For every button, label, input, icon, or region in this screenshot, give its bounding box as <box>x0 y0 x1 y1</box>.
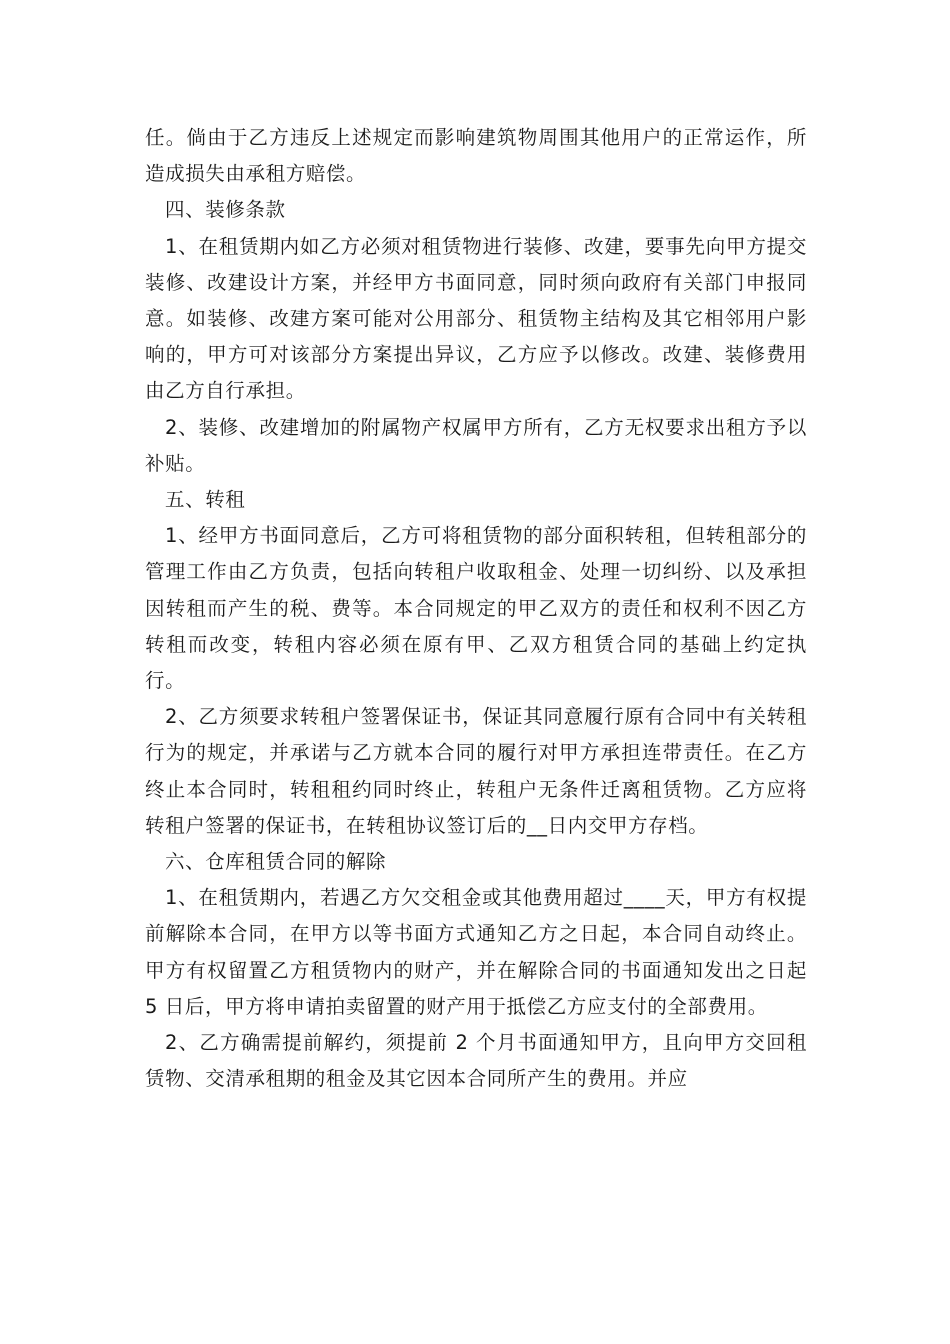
clause-decoration-2: 2、装修、改建增加的附属物产权属甲方所有，乙方无权要求出租方予以补贴。 <box>145 415 807 475</box>
paragraph-continuation: 任。倘由于乙方违反上述规定而影响建筑物周围其他用户的正常运作，所造成损失由承租方赔偿。 <box>145 126 807 186</box>
section-heading-sublease: 五、转租 <box>165 488 246 512</box>
document-body <box>145 120 807 1097</box>
clause-sublease-1: 1、经甲方书面同意后，乙方可将租赁物的部分面积转租，但转租部分的管理工作由乙方负责，包括向转租户收取租金、处理一切纠纷、以及承担因转租而产生的税、费等。本合同规定的甲乙双方的责任和权利不因乙方转租而改变，转租内容必须在原有甲、乙双方租赁合同的基础上约定执行。 <box>145 524 807 693</box>
clause-termination-2: 2、乙方确需提前解约，须提前 2 个月书面通知甲方，且向甲方交回租赁物、交清承租期的租金及其它因本合同所产生的费用。并应 <box>145 1031 807 1091</box>
section-heading-decoration: 四、装修条款 <box>165 198 286 222</box>
clause-termination-1: 1、在租赁期内，若遇乙方欠交租金或其他费用超过____天，甲方有权提前解除本合同，在甲方以等书面方式通知乙方之日起，本合同自动终止。甲方有权留置乙方租赁物内的财产，并在解除合同的书面通知发出之日起 5 日后，甲方将申请拍卖留置的财产用于抵偿乙方应支付的全部费用。 <box>145 886 807 1018</box>
clause-decoration-1: 1、在租赁期内如乙方必须对租赁物进行装修、改建，要事先向甲方提交装修、改建设计方案，并经甲方书面同意，同时须向政府有关部门申报同意。如装修、改建方案可能对公用部分、租赁物主结构及其它相邻用户影响的，甲方可对该部分方案提出异议，乙方应予以修改。改建、装修费用由乙方自行承担。 <box>145 234 807 403</box>
clause-sublease-2: 2、乙方须要求转租户签署保证书，保证其同意履行原有合同中有关转租行为的规定，并承诺与乙方就本合同的履行对甲方承担连带责任。在乙方终止本合同时，转租租约同时终止，转租户无条件迁离租赁物。乙方应将转租户签署的保证书，在转租协议签订后的__日内交甲方存档。 <box>145 705 807 837</box>
section-heading-termination: 六、仓库租赁合同的解除 <box>165 850 387 874</box>
